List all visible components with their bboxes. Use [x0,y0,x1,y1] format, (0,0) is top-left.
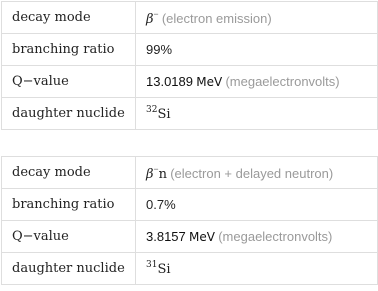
decay-symbol: β [146,11,154,27]
decay-symbol: β [146,166,154,182]
table-row-q-value [2,66,378,98]
daughter-nuclide-value [136,253,378,285]
q-value-note: (megaelectronvolts) [218,228,333,244]
element-symbol: Si [157,107,171,122]
q-value-note: (megaelectronvolts) [225,73,340,89]
row-label: daughter nuclide [2,253,136,285]
row-label: decay mode [2,157,136,189]
q-value-cell [136,66,378,98]
table-row-branching-ratio [2,34,378,66]
table-row-decay-mode [2,2,378,34]
decay-table-2 [1,156,378,285]
q-value-cell [136,221,378,253]
decay-table-1 [1,1,378,130]
table-row-daughter-nuclide [2,253,378,285]
decay-symbol-suffix: n [158,166,167,182]
daughter-nuclide-value [136,98,378,130]
decay-mode-value [136,2,378,34]
table-row-daughter-nuclide [2,98,378,130]
q-value-number: 3.8157 [146,228,186,244]
row-label: branching ratio [2,34,136,66]
decay-mode-note: (electron emission) [161,10,272,26]
element-symbol: Si [157,262,171,277]
row-label: Q−value [2,66,136,98]
decay-mode-value [136,157,378,189]
row-label: branching ratio [2,189,136,221]
mass-number: 31 [146,260,158,270]
q-value-unit: MeV [196,74,223,89]
decay-symbol-superscript: − [153,8,159,19]
mass-number: 32 [146,105,158,115]
decay-mode-note: (electron + delayed neutron) [170,165,334,181]
row-label: daughter nuclide [2,98,136,130]
table-row-decay-mode [2,157,378,189]
table-row-branching-ratio [2,189,378,221]
branching-ratio-value: 99% [136,34,378,66]
table-row-q-value [2,221,378,253]
row-label: Q−value [2,221,136,253]
q-value-number: 13.0189 [146,73,193,89]
row-label: decay mode [2,2,136,34]
q-value-unit: MeV [189,229,215,244]
branching-ratio-value: 0.7% [136,189,378,221]
decay-symbol-superscript: − [153,163,159,174]
